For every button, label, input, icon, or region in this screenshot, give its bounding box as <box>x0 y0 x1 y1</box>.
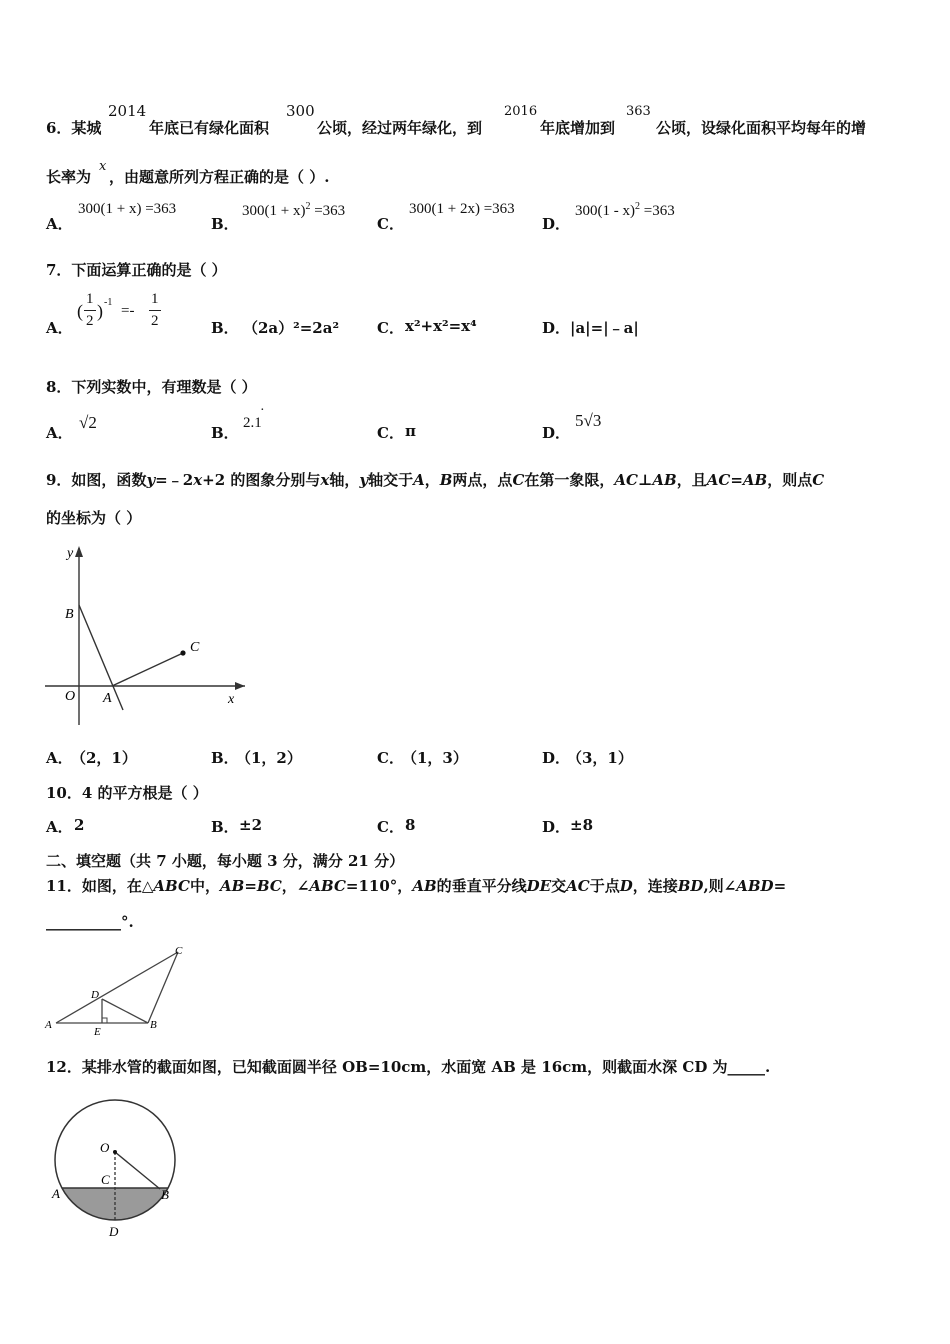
section2-heading: 二、填空题（共 7 小题，每小题 3 分，满分 21 分） <box>46 852 405 870</box>
q6-option-a-label: A． <box>46 215 73 233</box>
q9-option-a-text: （2，1） <box>71 749 137 767</box>
q9-label-B: B <box>65 607 74 622</box>
q6-option-d-eq: 300(1 - x)$^2$ =363 <box>575 201 675 219</box>
q12-figure <box>40 1090 180 1240</box>
q6-area-363: 363 <box>626 104 651 119</box>
q7-stem: 7．下面运算正确的是（ ） <box>46 261 227 279</box>
q11-side-BC <box>148 952 178 1023</box>
q6-text-6: 长率为 <box>46 168 92 186</box>
q8-option-b-repeat-dot: · <box>260 403 265 418</box>
q10-stem: 10．4 的平方根是（ ） <box>46 784 208 802</box>
q12-label-O: O <box>100 1140 110 1155</box>
q7-frac-num: 1 <box>86 291 94 307</box>
q12-label-B: B <box>161 1187 169 1202</box>
q9-line-AB <box>79 605 123 710</box>
q9-label-y: y <box>67 546 74 561</box>
q6-option-b-eq: $300(1 + x)^2 =363$ <box>242 201 346 219</box>
q8-option-c-text: π <box>405 422 416 440</box>
q10-option-b-label: B． <box>211 818 239 836</box>
q11-stem-line1: 11．如图，在△ABC中，AB=BC，∠ABC=110°，AB的垂直平分线DE交AC于点D，连接BD,则∠ABD= <box>46 877 787 895</box>
q6-text-5: 公顷，设绿化面积平均每年的增 <box>656 119 867 137</box>
q11-figure <box>40 942 200 1038</box>
q9-option-c-label: C． <box>377 749 404 767</box>
q7-exp: -1 <box>104 297 113 308</box>
q6-option-a-eq: 300(1 + x) =363 <box>78 201 177 217</box>
q6-text-2: 年底已有绿化面积 <box>149 119 270 137</box>
q12-label-C: C <box>101 1172 110 1187</box>
q7-option-c-text: x²+x²=x⁴ <box>405 317 477 335</box>
q11-right-angle <box>102 1018 107 1023</box>
q7-paren-open: ( <box>77 301 83 321</box>
q7-rfrac-den: 2 <box>151 313 159 329</box>
q10-option-a-label: A． <box>46 818 73 836</box>
q9-x-arrow <box>235 682 245 690</box>
q11-label-A: A <box>45 1019 52 1031</box>
q11-side-AC <box>56 952 178 1023</box>
q9-label-O: O <box>65 689 76 704</box>
q6-option-c-label: C． <box>377 215 404 233</box>
q12-stem: 12．某排水管的截面如图，已知截面圆半径 OB=10cm，水面宽 AB 是 16cm，则截面水深 CD 为_____. <box>46 1058 771 1076</box>
q6-option-b-label: B． <box>211 215 239 233</box>
q10-option-c-text: 8 <box>405 816 416 834</box>
q9-option-a-label: A． <box>46 749 73 767</box>
q8-option-a-text: √2 <box>79 413 97 432</box>
q9-figure <box>40 540 255 730</box>
q10-option-d-label: D． <box>542 818 571 836</box>
q9-segment-AC <box>112 653 183 686</box>
q8-option-d-text: 5√3 <box>575 411 602 430</box>
q6-year-2014: 2014 <box>108 102 147 120</box>
q6-text-1: 6．某城 <box>46 119 102 137</box>
q9-option-d-text: （3，1） <box>567 749 633 767</box>
q11-label-C: C <box>175 945 183 957</box>
q7-option-d-label: D． <box>542 319 571 337</box>
q6-option-d-label: D． <box>542 215 571 233</box>
q9-option-b-label: B． <box>211 749 239 767</box>
q8-option-b-label: B． <box>211 424 239 442</box>
q6-year-2016: 2016 <box>504 104 538 119</box>
q7-frac-den: 2 <box>86 313 94 329</box>
q9-y-arrow <box>75 546 83 557</box>
q9-label-C: C <box>190 640 200 655</box>
q9-stem-line2: 的坐标为（ ） <box>46 509 142 527</box>
q8-option-b-text: 2.1 <box>243 415 262 431</box>
q9-point-C <box>180 650 185 655</box>
q10-option-b-text: ±2 <box>239 816 263 834</box>
q6-option-b-exp: 2 <box>305 201 311 212</box>
q8-option-a-label: A． <box>46 424 73 442</box>
q7-rfrac-bar <box>149 310 161 311</box>
q9-stem-line1: 9．如图，函数y=﹣2x+2 的图象分别与x轴，y轴交于A，B两点，点C在第一象限，AC⊥AB，且AC=AB，则点C <box>46 471 825 489</box>
q8-option-c-label: C． <box>377 424 404 442</box>
q8-option-d-label: D． <box>542 424 571 442</box>
q11-label-E: E <box>94 1026 101 1038</box>
q7-option-c-label: C． <box>377 319 404 337</box>
q7-rfrac-num: 1 <box>151 291 159 307</box>
q9-label-A: A <box>103 691 112 706</box>
q12-point-O <box>113 1150 117 1154</box>
q6-var-x: x <box>99 159 107 174</box>
q12-radius-OB <box>115 1152 160 1189</box>
q11-segment-BD <box>102 999 148 1023</box>
q7-option-b-text: （2a）²=2a² <box>243 319 340 337</box>
q6-option-d-exp: 2 <box>635 201 640 212</box>
q10-option-a-text: 2 <box>74 816 85 834</box>
q6-text-4: 年底增加到 <box>540 119 616 137</box>
q7-option-b-label: B． <box>211 319 239 337</box>
q11-label-D: D <box>91 989 99 1001</box>
q7-equals: =- <box>121 303 135 319</box>
q12-label-D: D <box>109 1224 119 1239</box>
q7-frac-bar <box>84 310 96 311</box>
q9-option-c-text: （1，3） <box>402 749 468 767</box>
q10-option-c-label: C． <box>377 818 404 836</box>
q6-option-c-eq: 300(1 + 2x) =363 <box>409 201 515 217</box>
q7-paren-close: ) <box>97 301 103 321</box>
q11-label-B: B <box>150 1019 157 1031</box>
q11-stem-line2: __________°. <box>46 913 134 931</box>
q12-label-A: A <box>52 1186 60 1201</box>
q7-option-d-text: |a|=|﹣a| <box>570 319 639 337</box>
q8-stem: 8．下列实数中，有理数是（ ） <box>46 378 257 396</box>
q6-text-3: 公顷，经过两年绿化，到 <box>317 119 483 137</box>
q10-option-d-text: ±8 <box>570 816 594 834</box>
q9-option-d-label: D． <box>542 749 571 767</box>
q6-area-300: 300 <box>286 102 315 120</box>
q9-option-b-text: （1，2） <box>236 749 302 767</box>
q9-label-x: x <box>228 692 235 707</box>
q6-text-7: ，由题意所列方程正确的是（ ）. <box>109 168 330 186</box>
q7-option-a-label: A． <box>46 319 73 337</box>
